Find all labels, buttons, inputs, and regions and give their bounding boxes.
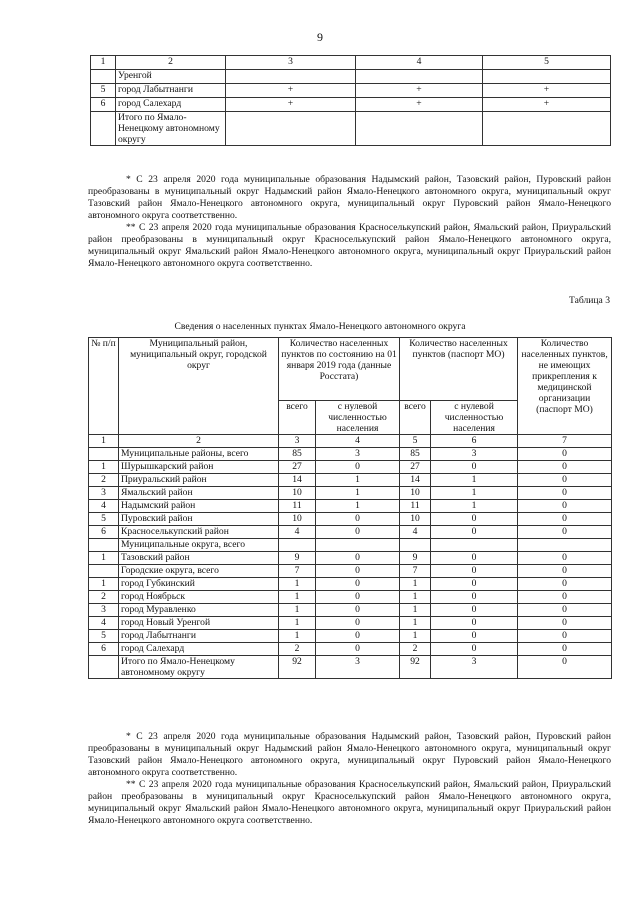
header-no: № п/п [89, 338, 119, 435]
table-label: Таблица 3 [568, 295, 610, 306]
table-row [89, 526, 612, 539]
row-number [89, 539, 119, 552]
col-number: 6 [431, 435, 518, 448]
row-value: 0 [316, 643, 400, 656]
row-value: 10 [400, 513, 431, 526]
table-row [89, 604, 612, 617]
row-value: 14 [279, 474, 316, 487]
row-number: 1 [89, 552, 119, 565]
row-value: 1 [316, 474, 400, 487]
row-value: 0 [431, 513, 518, 526]
row-name: город Салехард [116, 98, 226, 112]
footnote-double-star: ** С 23 апреля 2020 года муниципальные образования Красноселькупский район, Ямальский район, Приуральский район преобразованы в муниципальный округ Красноселькупский район Ямало-Ненецкого автономного округа, муниципальный округ Ямальский район Ямало-Ненецкого автономного округа, муниципальный округ Приуральский район Ямало-Ненецкого автономного округа соответственно. [88, 779, 611, 826]
row-value [400, 539, 431, 552]
row-cell: + [226, 98, 356, 112]
row-value: 7 [279, 565, 316, 578]
row-value: 3 [431, 448, 518, 461]
row-value: 10 [279, 513, 316, 526]
row-value: 0 [518, 487, 612, 500]
row-name: Шурышкарский район [119, 461, 279, 474]
table-row [91, 98, 611, 112]
row-value: 1 [431, 500, 518, 513]
subheader-zero: с нулевой численностью населения [431, 401, 518, 435]
row-value: 1 [431, 474, 518, 487]
row-value: 0 [431, 643, 518, 656]
row-value: 0 [518, 656, 612, 679]
row-value: 0 [518, 617, 612, 630]
col-number: 7 [518, 435, 612, 448]
row-value: 9 [400, 552, 431, 565]
row-name: город Лабытнанги [119, 630, 279, 643]
row-value [279, 539, 316, 552]
row-cell: + [356, 98, 483, 112]
row-value: 3 [316, 448, 400, 461]
row-cell [483, 112, 611, 146]
table-row [89, 643, 612, 656]
table-row [89, 617, 612, 630]
table1-body [91, 56, 611, 146]
table-row [89, 500, 612, 513]
row-number [89, 656, 119, 679]
row-value: 0 [431, 552, 518, 565]
row-value: 0 [316, 604, 400, 617]
row-value: 4 [400, 526, 431, 539]
row-value: 10 [400, 487, 431, 500]
footnote-double-star: ** С 23 апреля 2020 года муниципальные образования Красноселькупский район, Ямальский район, Приуральский район преобразованы в муниципальный округ Красноселькупский район Ямало-Ненецкого автономного округа, муниципальный округ Ямальский район Ямало-Ненецкого автономного округа, муниципальный округ Приуральский район Ямало-Ненецкого автономного округа соответственно. [88, 222, 611, 269]
table1-col-number: 1 [91, 56, 116, 70]
row-number: 6 [89, 643, 119, 656]
table-continuation [90, 55, 611, 146]
row-value: 0 [518, 526, 612, 539]
col-number: 4 [316, 435, 400, 448]
row-number: 2 [89, 474, 119, 487]
row-value: 1 [279, 578, 316, 591]
row-name: Муниципальные округа, всего [119, 539, 279, 552]
row-name: город Лабытнанги [116, 84, 226, 98]
table1-col-number: 3 [226, 56, 356, 70]
row-name: город Салехард [119, 643, 279, 656]
row-name: Ямальский район [119, 487, 279, 500]
table-title: Сведения о населенных пунктах Ямало-Ненецкого автономного округа [174, 321, 466, 332]
row-value [316, 539, 400, 552]
row-value: 0 [518, 591, 612, 604]
row-value: 3 [431, 656, 518, 679]
row-value: 14 [400, 474, 431, 487]
table-row [91, 70, 611, 84]
row-value: 1 [316, 487, 400, 500]
table1-col-number: 5 [483, 56, 611, 70]
row-value: 1 [400, 604, 431, 617]
header-no-attachment: Количество населенных пунктов, не имеющих прикрепления к медицинской организации (паспорт МО) [518, 338, 612, 435]
row-name: город Муравленко [119, 604, 279, 617]
row-value: 1 [279, 630, 316, 643]
table-row [89, 487, 612, 500]
row-cell [483, 70, 611, 84]
row-name: Итого по Ямало-Ненецкому автономному округу [116, 112, 226, 146]
table-row [89, 539, 612, 552]
row-value: 1 [279, 604, 316, 617]
row-name: город Ноябрьск [119, 591, 279, 604]
row-number: 6 [91, 98, 116, 112]
table-row [89, 513, 612, 526]
row-value: 0 [316, 526, 400, 539]
row-number [89, 565, 119, 578]
table-row [89, 578, 612, 591]
row-cell: + [226, 84, 356, 98]
row-value: 10 [279, 487, 316, 500]
row-value: 92 [279, 656, 316, 679]
row-value: 0 [518, 565, 612, 578]
table1-col-number: 4 [356, 56, 483, 70]
row-value: 3 [316, 656, 400, 679]
header-name: Муниципальный район, муниципальный округ, городской округ [119, 338, 279, 435]
row-value: 1 [431, 487, 518, 500]
row-value: 0 [431, 565, 518, 578]
row-value: 0 [518, 461, 612, 474]
row-value: 0 [518, 500, 612, 513]
row-number: 3 [89, 604, 119, 617]
row-value: 1 [400, 591, 431, 604]
row-value: 0 [316, 552, 400, 565]
table-settlements [88, 337, 612, 679]
row-value [518, 539, 612, 552]
row-number [89, 448, 119, 461]
row-cell [226, 112, 356, 146]
row-name: Красноселькупский район [119, 526, 279, 539]
row-value: 1 [400, 578, 431, 591]
footnote-single-star: * С 23 апреля 2020 года муниципальные образования Надымский район, Тазовский район, Пуровский район преобразованы в муниципальный округ Надымский район Ямало-Ненецкого автономного округа, муниципальный округ Тазовский район Ямало-Ненецкого автономного округа, муниципальный округ Пуровский район Ямало-Ненецкого автономного округа соответственно. [88, 731, 611, 778]
table-row [89, 591, 612, 604]
row-name: город Губкинский [119, 578, 279, 591]
col-number: 5 [400, 435, 431, 448]
row-number [91, 112, 116, 146]
row-number: 5 [89, 513, 119, 526]
row-value: 2 [279, 643, 316, 656]
page-number: 9 [317, 30, 323, 44]
table1-col-number: 2 [116, 56, 226, 70]
row-value: 1 [400, 617, 431, 630]
table-row [89, 630, 612, 643]
row-number: 5 [91, 84, 116, 98]
row-value: 0 [316, 591, 400, 604]
table-row [89, 448, 612, 461]
table-row [91, 112, 611, 146]
table-row [89, 656, 612, 679]
row-number: 4 [89, 617, 119, 630]
footnotes-1 [88, 174, 611, 270]
row-value: 0 [518, 474, 612, 487]
row-number: 2 [89, 591, 119, 604]
row-cell: + [356, 84, 483, 98]
row-value: 0 [431, 630, 518, 643]
row-value: 2 [400, 643, 431, 656]
row-value: 11 [400, 500, 431, 513]
row-number: 3 [89, 487, 119, 500]
row-value: 92 [400, 656, 431, 679]
table-row [89, 565, 612, 578]
row-number: 5 [89, 630, 119, 643]
row-value: 85 [279, 448, 316, 461]
row-cell: + [483, 84, 611, 98]
header-rosstat: Количество населенных пунктов по состоянию на 01 января 2019 года (данные Росстата) [279, 338, 400, 401]
row-number: 1 [89, 578, 119, 591]
row-value: 0 [518, 552, 612, 565]
row-name: Итого по Ямало-Ненецкому автономному округу [119, 656, 279, 679]
col-number: 2 [119, 435, 279, 448]
row-value: 0 [518, 643, 612, 656]
subheader-zero: с нулевой численностью населения [316, 401, 400, 435]
col-number: 3 [279, 435, 316, 448]
table-row [89, 552, 612, 565]
row-value: 1 [400, 630, 431, 643]
row-value: 0 [316, 461, 400, 474]
row-value: 0 [316, 578, 400, 591]
row-value [431, 539, 518, 552]
row-value: 0 [316, 565, 400, 578]
row-value: 0 [431, 578, 518, 591]
table3-header-row [89, 338, 612, 401]
footnotes-2 [88, 731, 611, 827]
row-value: 0 [431, 591, 518, 604]
table-row [91, 84, 611, 98]
row-value: 0 [518, 630, 612, 643]
row-cell [356, 70, 483, 84]
row-value: 27 [400, 461, 431, 474]
row-value: 9 [279, 552, 316, 565]
row-value: 0 [316, 630, 400, 643]
row-number: 4 [89, 500, 119, 513]
row-value: 7 [400, 565, 431, 578]
row-value: 0 [518, 578, 612, 591]
row-name: Приуральский район [119, 474, 279, 487]
table3-body [89, 338, 612, 679]
footnote-single-star: * С 23 апреля 2020 года муниципальные образования Надымский район, Тазовский район, Пуровский район преобразованы в муниципальный округ Надымский район Ямало-Ненецкого автономного округа, муниципальный округ Тазовский район Ямало-Ненецкого автономного округа, муниципальный округ Пуровский район Ямало-Ненецкого автономного округа соответственно. [88, 174, 611, 221]
row-value: 1 [279, 591, 316, 604]
row-number: 1 [89, 461, 119, 474]
row-value: 85 [400, 448, 431, 461]
row-name: Надымский район [119, 500, 279, 513]
row-cell: + [483, 98, 611, 112]
row-value: 27 [279, 461, 316, 474]
row-value: 0 [431, 604, 518, 617]
row-value: 11 [279, 500, 316, 513]
row-value: 0 [316, 617, 400, 630]
table-row [89, 474, 612, 487]
row-value: 0 [518, 448, 612, 461]
row-number: 6 [89, 526, 119, 539]
row-value: 0 [431, 526, 518, 539]
row-name: Уренгой [116, 70, 226, 84]
table-row [89, 461, 612, 474]
row-value: 0 [431, 617, 518, 630]
row-value: 4 [279, 526, 316, 539]
row-name: город Новый Уренгой [119, 617, 279, 630]
row-name: Тазовский район [119, 552, 279, 565]
row-value: 1 [316, 500, 400, 513]
row-cell [356, 112, 483, 146]
subheader-total: всего [279, 401, 316, 435]
row-name: Городские округа, всего [119, 565, 279, 578]
row-name: Пуровский район [119, 513, 279, 526]
subheader-total: всего [400, 401, 431, 435]
row-value: 1 [279, 617, 316, 630]
row-value: 0 [518, 513, 612, 526]
row-name: Муниципальные районы, всего [119, 448, 279, 461]
row-value: 0 [316, 513, 400, 526]
row-number [91, 70, 116, 84]
row-cell [226, 70, 356, 84]
col-number: 1 [89, 435, 119, 448]
header-passport: Количество населенных пунктов (паспорт МО) [400, 338, 518, 401]
table3-colnum-row [89, 435, 612, 448]
table1-header-row [91, 56, 611, 70]
row-value: 0 [518, 604, 612, 617]
row-value: 0 [431, 461, 518, 474]
